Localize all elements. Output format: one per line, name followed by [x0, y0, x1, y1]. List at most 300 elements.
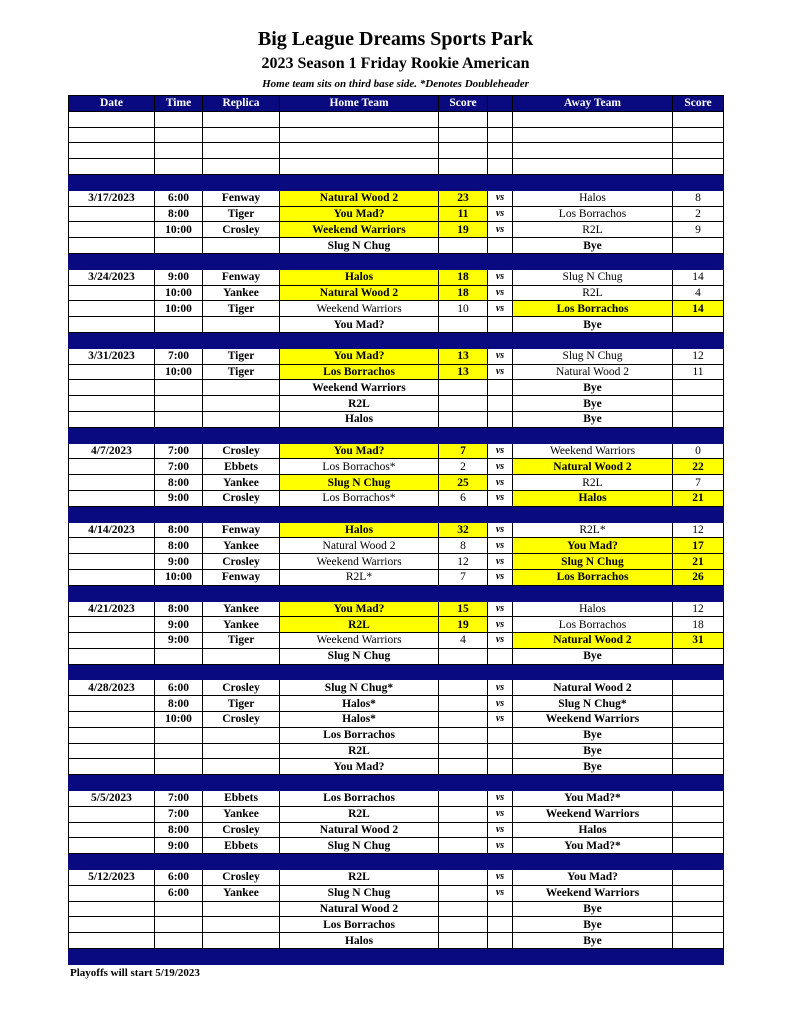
- cell-away-score: 11: [673, 364, 724, 380]
- cell-date: [69, 712, 155, 728]
- cell-away-score: [673, 253, 724, 269]
- cell-time: [155, 380, 203, 396]
- cell-replica: Fenway: [203, 190, 280, 206]
- cell-date: [69, 933, 155, 949]
- cell-away-team: [513, 506, 673, 522]
- table-row: [69, 680, 724, 696]
- table-row: [69, 601, 724, 617]
- cell-time: [155, 159, 203, 175]
- cell-away-score: 12: [673, 348, 724, 364]
- cell-home-team: R2L: [280, 617, 439, 633]
- cell-vs: [488, 664, 513, 680]
- cell-home-team: R2L: [280, 396, 439, 412]
- cell-away-score: [673, 822, 724, 838]
- cell-time: 7:00: [155, 459, 203, 475]
- cell-away-team: Bye: [513, 743, 673, 759]
- cell-date: [69, 174, 155, 190]
- cell-date: [69, 206, 155, 222]
- cell-time: [155, 427, 203, 443]
- cell-away-team: Bye: [513, 933, 673, 949]
- table-row: [69, 411, 724, 427]
- cell-away-score: 14: [673, 269, 724, 285]
- cell-replica: [203, 174, 280, 190]
- cell-home-score: [439, 933, 488, 949]
- cell-vs: [488, 174, 513, 190]
- table-row: [69, 569, 724, 585]
- cell-date: [69, 838, 155, 854]
- cell-replica: Yankee: [203, 475, 280, 491]
- table-row: [69, 522, 724, 538]
- cell-home-team: [280, 775, 439, 791]
- header-row: [69, 96, 724, 112]
- cell-replica: [203, 759, 280, 775]
- cell-home-team: [280, 427, 439, 443]
- cell-vs: [488, 727, 513, 743]
- cell-home-score: 18: [439, 269, 488, 285]
- page-subtitle: 2023 Season 1 Friday Rookie American: [261, 55, 530, 72]
- cell-time: [155, 411, 203, 427]
- cell-vs: vs: [488, 569, 513, 585]
- empty-row: [69, 159, 724, 175]
- cell-date: [69, 475, 155, 491]
- cell-away-team: Bye: [513, 648, 673, 664]
- cell-date: [69, 222, 155, 238]
- cell-replica: Crosley: [203, 680, 280, 696]
- cell-date: [69, 459, 155, 475]
- cell-date: [69, 554, 155, 570]
- cell-home-score: 2: [439, 459, 488, 475]
- week-separator: [69, 585, 724, 601]
- cell-home-team: Weekend Warriors: [280, 222, 439, 238]
- cell-away-team: Los Borrachos: [513, 617, 673, 633]
- col-vs: [488, 96, 513, 112]
- cell-vs: [488, 111, 513, 127]
- cell-date: [69, 585, 155, 601]
- cell-home-score: [439, 253, 488, 269]
- cell-home-team: Los Borrachos: [280, 727, 439, 743]
- cell-vs: [488, 775, 513, 791]
- table-row: [69, 759, 724, 775]
- cell-vs: vs: [488, 601, 513, 617]
- cell-vs: vs: [488, 712, 513, 728]
- cell-vs: vs: [488, 696, 513, 712]
- cell-vs: [488, 238, 513, 254]
- cell-vs: vs: [488, 554, 513, 570]
- cell-vs: [488, 411, 513, 427]
- cell-vs: vs: [488, 680, 513, 696]
- cell-date: [69, 633, 155, 649]
- cell-home-score: [439, 427, 488, 443]
- cell-away-score: [673, 917, 724, 933]
- cell-away-team: Slug N Chug*: [513, 696, 673, 712]
- cell-date: [69, 411, 155, 427]
- cell-home-score: 32: [439, 522, 488, 538]
- cell-home-score: [439, 917, 488, 933]
- cell-away-team: Los Borrachos: [513, 569, 673, 585]
- cell-home-team: [280, 253, 439, 269]
- cell-replica: Tiger: [203, 633, 280, 649]
- cell-time: 6:00: [155, 680, 203, 696]
- cell-date: [69, 949, 155, 965]
- table-row: [69, 743, 724, 759]
- cell-home-score: 23: [439, 190, 488, 206]
- cell-home-score: 12: [439, 554, 488, 570]
- table-row: [69, 490, 724, 506]
- cell-home-score: [439, 506, 488, 522]
- cell-date: [69, 854, 155, 870]
- cell-date: [69, 253, 155, 269]
- cell-away-team: Natural Wood 2: [513, 680, 673, 696]
- cell-home-score: 18: [439, 285, 488, 301]
- cell-date: 5/12/2023: [69, 870, 155, 886]
- table-row: [69, 648, 724, 664]
- cell-replica: [203, 917, 280, 933]
- cell-replica: Yankee: [203, 285, 280, 301]
- cell-home-score: 13: [439, 348, 488, 364]
- cell-time: 7:00: [155, 806, 203, 822]
- cell-date: [69, 727, 155, 743]
- cell-date: [69, 885, 155, 901]
- cell-home-score: [439, 743, 488, 759]
- cell-vs: vs: [488, 364, 513, 380]
- cell-away-score: [673, 949, 724, 965]
- cell-away-score: [673, 854, 724, 870]
- table-row: [69, 222, 724, 238]
- week-separator: [69, 506, 724, 522]
- cell-replica: [203, 949, 280, 965]
- cell-home-score: 7: [439, 569, 488, 585]
- cell-time: [155, 664, 203, 680]
- cell-home-team: You Mad?: [280, 317, 439, 333]
- cell-vs: vs: [488, 522, 513, 538]
- cell-away-team: Slug N Chug: [513, 348, 673, 364]
- cell-home-score: [439, 949, 488, 965]
- cell-vs: [488, 743, 513, 759]
- table-row: [69, 364, 724, 380]
- cell-home-score: [439, 838, 488, 854]
- cell-time: 9:00: [155, 490, 203, 506]
- cell-home-team: [280, 332, 439, 348]
- table-row: [69, 538, 724, 554]
- cell-away-score: [673, 743, 724, 759]
- cell-away-score: 26: [673, 569, 724, 585]
- cell-away-team: Weekend Warriors: [513, 806, 673, 822]
- col-date: Date: [69, 96, 155, 112]
- cell-replica: [203, 506, 280, 522]
- cell-date: [69, 664, 155, 680]
- cell-replica: Tiger: [203, 206, 280, 222]
- cell-time: 6:00: [155, 870, 203, 886]
- cell-vs: [488, 854, 513, 870]
- cell-date: [69, 143, 155, 159]
- empty-row: [69, 143, 724, 159]
- page-title: Big League Dreams Sports Park: [257, 28, 534, 50]
- table-row: [69, 806, 724, 822]
- table-row: [69, 885, 724, 901]
- cell-home-team: Slug N Chug: [280, 238, 439, 254]
- cell-replica: [203, 901, 280, 917]
- cell-time: [155, 396, 203, 412]
- cell-home-score: 6: [439, 490, 488, 506]
- cell-home-team: Los Borrachos: [280, 364, 439, 380]
- cell-home-score: [439, 159, 488, 175]
- cell-date: [69, 648, 155, 664]
- cell-vs: [488, 901, 513, 917]
- cell-date: [69, 743, 155, 759]
- cell-home-team: You Mad?: [280, 759, 439, 775]
- cell-away-team: Natural Wood 2: [513, 459, 673, 475]
- cell-date: [69, 822, 155, 838]
- cell-away-score: [673, 680, 724, 696]
- week-separator: [69, 854, 724, 870]
- cell-date: [69, 759, 155, 775]
- cell-replica: Tiger: [203, 301, 280, 317]
- cell-home-team: [280, 143, 439, 159]
- cell-replica: Crosley: [203, 554, 280, 570]
- cell-date: [69, 427, 155, 443]
- cell-home-team: Weekend Warriors: [280, 380, 439, 396]
- cell-vs: vs: [488, 206, 513, 222]
- cell-replica: Yankee: [203, 538, 280, 554]
- cell-away-team: You Mad?*: [513, 838, 673, 854]
- cell-time: 10:00: [155, 222, 203, 238]
- table-row: [69, 459, 724, 475]
- cell-away-score: [673, 127, 724, 143]
- cell-away-score: [673, 885, 724, 901]
- cell-time: [155, 933, 203, 949]
- cell-away-score: [673, 159, 724, 175]
- cell-time: [155, 238, 203, 254]
- empty-row: [69, 127, 724, 143]
- cell-away-score: 21: [673, 490, 724, 506]
- cell-home-team: Halos: [280, 269, 439, 285]
- cell-home-score: [439, 411, 488, 427]
- cell-replica: [203, 743, 280, 759]
- cell-time: 8:00: [155, 475, 203, 491]
- col-away-team: Away Team: [513, 96, 673, 112]
- cell-away-score: [673, 111, 724, 127]
- cell-vs: vs: [488, 633, 513, 649]
- cell-replica: Ebbets: [203, 791, 280, 807]
- cell-date: [69, 364, 155, 380]
- cell-date: [69, 617, 155, 633]
- table-row: [69, 317, 724, 333]
- cell-vs: vs: [488, 348, 513, 364]
- cell-time: 6:00: [155, 885, 203, 901]
- cell-time: [155, 854, 203, 870]
- week-separator: [69, 253, 724, 269]
- cell-home-score: [439, 380, 488, 396]
- cell-time: 10:00: [155, 569, 203, 585]
- cell-away-team: You Mad?: [513, 870, 673, 886]
- cell-away-score: [673, 332, 724, 348]
- cell-away-score: [673, 901, 724, 917]
- cell-home-team: You Mad?: [280, 206, 439, 222]
- cell-replica: Fenway: [203, 569, 280, 585]
- cell-home-team: Weekend Warriors: [280, 633, 439, 649]
- cell-vs: [488, 159, 513, 175]
- cell-home-team: Los Borrachos: [280, 917, 439, 933]
- cell-date: [69, 806, 155, 822]
- cell-vs: [488, 253, 513, 269]
- table-row: [69, 206, 724, 222]
- cell-date: [69, 111, 155, 127]
- cell-replica: [203, 585, 280, 601]
- cell-home-score: 10: [439, 301, 488, 317]
- cell-away-team: [513, 111, 673, 127]
- cell-away-team: R2L: [513, 475, 673, 491]
- cell-away-score: [673, 238, 724, 254]
- cell-home-team: [280, 506, 439, 522]
- cell-home-score: [439, 727, 488, 743]
- cell-home-score: [439, 238, 488, 254]
- cell-vs: [488, 427, 513, 443]
- cell-replica: Crosley: [203, 490, 280, 506]
- cell-home-team: Natural Wood 2: [280, 190, 439, 206]
- cell-date: 4/21/2023: [69, 601, 155, 617]
- cell-vs: [488, 648, 513, 664]
- cell-vs: [488, 332, 513, 348]
- cell-time: [155, 901, 203, 917]
- cell-home-team: [280, 854, 439, 870]
- cell-away-score: [673, 759, 724, 775]
- cell-away-team: Bye: [513, 727, 673, 743]
- cell-away-score: 9: [673, 222, 724, 238]
- col-time: Time: [155, 96, 203, 112]
- cell-away-score: [673, 143, 724, 159]
- cell-away-score: [673, 506, 724, 522]
- cell-away-score: 7: [673, 475, 724, 491]
- table-row: [69, 727, 724, 743]
- cell-home-score: 19: [439, 222, 488, 238]
- cell-away-team: You Mad?: [513, 538, 673, 554]
- cell-home-team: Los Borrachos*: [280, 490, 439, 506]
- cell-time: 9:00: [155, 554, 203, 570]
- week-separator: [69, 664, 724, 680]
- cell-home-team: Natural Wood 2: [280, 285, 439, 301]
- cell-time: 7:00: [155, 443, 203, 459]
- cell-home-score: [439, 143, 488, 159]
- cell-time: 8:00: [155, 601, 203, 617]
- cell-vs: vs: [488, 838, 513, 854]
- cell-home-team: Halos: [280, 933, 439, 949]
- cell-away-team: Bye: [513, 317, 673, 333]
- cell-replica: Tiger: [203, 348, 280, 364]
- cell-away-team: Slug N Chug: [513, 554, 673, 570]
- cell-home-team: Weekend Warriors: [280, 554, 439, 570]
- cell-replica: Fenway: [203, 522, 280, 538]
- table-row: [69, 285, 724, 301]
- cell-replica: [203, 933, 280, 949]
- cell-away-score: [673, 411, 724, 427]
- cell-away-score: [673, 870, 724, 886]
- cell-replica: [203, 159, 280, 175]
- cell-home-score: 19: [439, 617, 488, 633]
- cell-away-score: [673, 174, 724, 190]
- cell-home-team: Los Borrachos*: [280, 459, 439, 475]
- cell-date: 3/24/2023: [69, 269, 155, 285]
- cell-away-score: [673, 791, 724, 807]
- cell-away-team: R2L*: [513, 522, 673, 538]
- cell-home-score: [439, 759, 488, 775]
- cell-time: 7:00: [155, 348, 203, 364]
- cell-time: 8:00: [155, 522, 203, 538]
- cell-away-team: Los Borrachos: [513, 301, 673, 317]
- schedule-note: Home team sits on third base side. *Denotes Doubleheader: [262, 78, 529, 90]
- cell-replica: Yankee: [203, 885, 280, 901]
- cell-home-score: [439, 791, 488, 807]
- cell-vs: vs: [488, 269, 513, 285]
- cell-date: [69, 159, 155, 175]
- cell-vs: vs: [488, 222, 513, 238]
- cell-time: [155, 174, 203, 190]
- cell-date: [69, 490, 155, 506]
- cell-home-team: Halos: [280, 522, 439, 538]
- cell-home-team: Weekend Warriors: [280, 301, 439, 317]
- cell-away-score: [673, 806, 724, 822]
- cell-replica: Crosley: [203, 443, 280, 459]
- cell-away-team: Halos: [513, 601, 673, 617]
- cell-replica: Crosley: [203, 870, 280, 886]
- cell-time: [155, 743, 203, 759]
- cell-away-score: [673, 775, 724, 791]
- cell-time: 9:00: [155, 838, 203, 854]
- cell-home-score: 13: [439, 364, 488, 380]
- cell-home-score: [439, 696, 488, 712]
- cell-away-team: [513, 159, 673, 175]
- empty-row: [69, 111, 724, 127]
- cell-date: [69, 301, 155, 317]
- cell-time: 10:00: [155, 301, 203, 317]
- table-row: [69, 238, 724, 254]
- cell-home-team: [280, 111, 439, 127]
- cell-vs: [488, 317, 513, 333]
- cell-replica: [203, 253, 280, 269]
- cell-replica: [203, 111, 280, 127]
- cell-replica: [203, 727, 280, 743]
- cell-home-score: 15: [439, 601, 488, 617]
- cell-time: [155, 775, 203, 791]
- cell-home-score: [439, 854, 488, 870]
- cell-away-score: 0: [673, 443, 724, 459]
- cell-away-team: Bye: [513, 238, 673, 254]
- cell-vs: vs: [488, 538, 513, 554]
- cell-home-team: R2L: [280, 806, 439, 822]
- cell-home-score: [439, 585, 488, 601]
- cell-away-team: Halos: [513, 190, 673, 206]
- cell-time: [155, 111, 203, 127]
- table-row: [69, 396, 724, 412]
- cell-away-score: [673, 317, 724, 333]
- cell-away-team: R2L: [513, 285, 673, 301]
- cell-home-team: Slug N Chug*: [280, 680, 439, 696]
- cell-time: 9:00: [155, 617, 203, 633]
- week-separator: [69, 427, 724, 443]
- cell-time: 10:00: [155, 285, 203, 301]
- table-row: [69, 838, 724, 854]
- cell-date: [69, 285, 155, 301]
- cell-away-team: [513, 585, 673, 601]
- cell-time: 9:00: [155, 633, 203, 649]
- table-row: [69, 269, 724, 285]
- cell-home-score: [439, 127, 488, 143]
- col-home-score: Score: [439, 96, 488, 112]
- cell-vs: [488, 917, 513, 933]
- cell-home-team: Halos*: [280, 696, 439, 712]
- cell-time: 7:00: [155, 791, 203, 807]
- cell-date: 4/7/2023: [69, 443, 155, 459]
- cell-vs: [488, 506, 513, 522]
